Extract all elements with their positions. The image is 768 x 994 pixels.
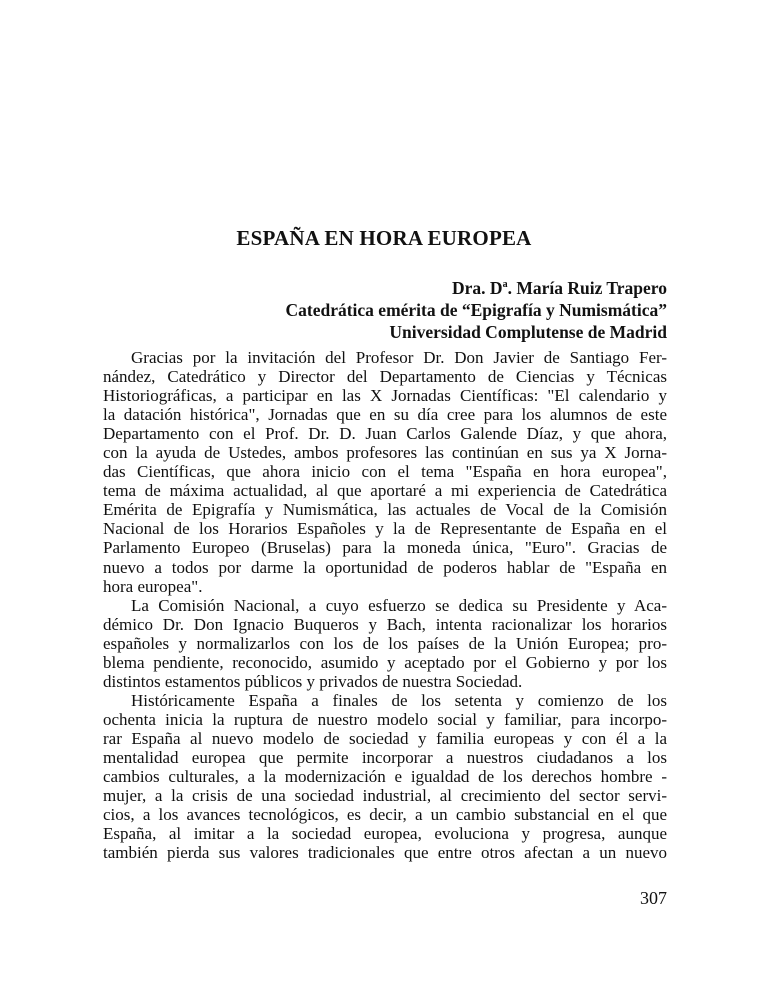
text-line: démico Dr. Don Ignacio Buqueros y Bach, intenta racionalizar los horarios — [103, 614, 667, 634]
text-line: con la ayuda de Ustedes, ambos profesores las continúan en sus ya X Jorna- — [103, 443, 667, 463]
text-line: ochenta inicia la ruptura de nuestro modelo social y familiar, para incorpo- — [103, 709, 667, 729]
text-line: tema de máxima actualidad, al que aportaré a mi experiencia de Catedrática — [103, 481, 667, 501]
body-text — [103, 348, 667, 862]
text-line: Parlamento Europeo (Bruselas) para la moneda única, "Euro". Gracias de — [103, 538, 667, 558]
text-line: blema pendiente, reconocido, asumido y aceptado por el Gobierno y por los — [103, 652, 667, 672]
author-name-rest: . María Ruiz Trapero — [507, 278, 667, 298]
text-line: Nacional de los Horarios Españoles y la de Representante de España en el — [103, 519, 667, 539]
text-line: distintos estamentos públicos y privados de nuestra Sociedad. — [103, 671, 523, 691]
text-line: España, al imitar a la sociedad europea, evoluciona y progresa, aunque — [103, 824, 667, 844]
document-title: ESPAÑA EN HORA EUROPEA — [236, 226, 532, 250]
text-line: Históricamente España a finales de los setenta y comienzo de los — [131, 690, 667, 710]
text-line: cambios culturales, a la modernización e igualdad de los derechos hombre - — [103, 767, 667, 787]
text-line: nández, Catedrático y Director del Departamento de Ciencias y Técnicas — [103, 367, 667, 387]
text-line: Emérita de Epigrafía y Numismática, las actuales de Vocal de la Comisión — [103, 500, 667, 520]
author-position: Catedrática emérita de “Epigrafía y Numismática” — [285, 300, 667, 320]
text-line: La Comisión Nacional, a cuyo esfuerzo se dedica su Presidente y Aca- — [131, 595, 667, 615]
text-line: la datación histórica", Jornadas que en su día cree para los alumnos de este — [103, 405, 667, 425]
page-number: 307 — [640, 888, 667, 908]
author-institution: Universidad Complutense de Madrid — [389, 322, 667, 342]
text-line: Departamento con el Prof. Dr. D. Juan Carlos Galende Díaz, y que ahora, — [103, 424, 667, 444]
text-line: nuevo a todos por darme la oportunidad de poderos hablar de "España en — [103, 557, 667, 577]
author-name-prefix: Dra. D — [452, 278, 503, 298]
text-line: españoles y normalizarlos con los de los países de la Unión Europea; pro- — [103, 633, 667, 653]
text-line: Gracias por la invitación del Profesor Dr. Don Javier de Santiago Fer- — [131, 348, 667, 367]
text-line: mujer, a la crisis de una sociedad industrial, al crecimiento del sector servi- — [103, 786, 667, 806]
text-line: cios, a los avances tecnológicos, es decir, a un cambio substancial en el que — [103, 805, 667, 825]
author-name-sup: a — [502, 279, 508, 291]
text-line: también pierda sus valores tradicionales que entre otros afectan a un nuevo — [103, 843, 667, 863]
author-name — [452, 278, 667, 299]
text-line: das Científicas, que ahora inicio con el tema "España en hora europea", — [103, 462, 667, 482]
text-line: Historiográficas, a participar en las X Jornadas Científicas: "El calendario y — [103, 386, 667, 406]
text-line: rar España al nuevo modelo de sociedad y familia europeas y con él a la — [103, 728, 667, 748]
text-line: hora europea". — [103, 576, 203, 596]
text-line: mentalidad europea que permite incorporar a nuestros ciudadanos a los — [103, 747, 667, 767]
